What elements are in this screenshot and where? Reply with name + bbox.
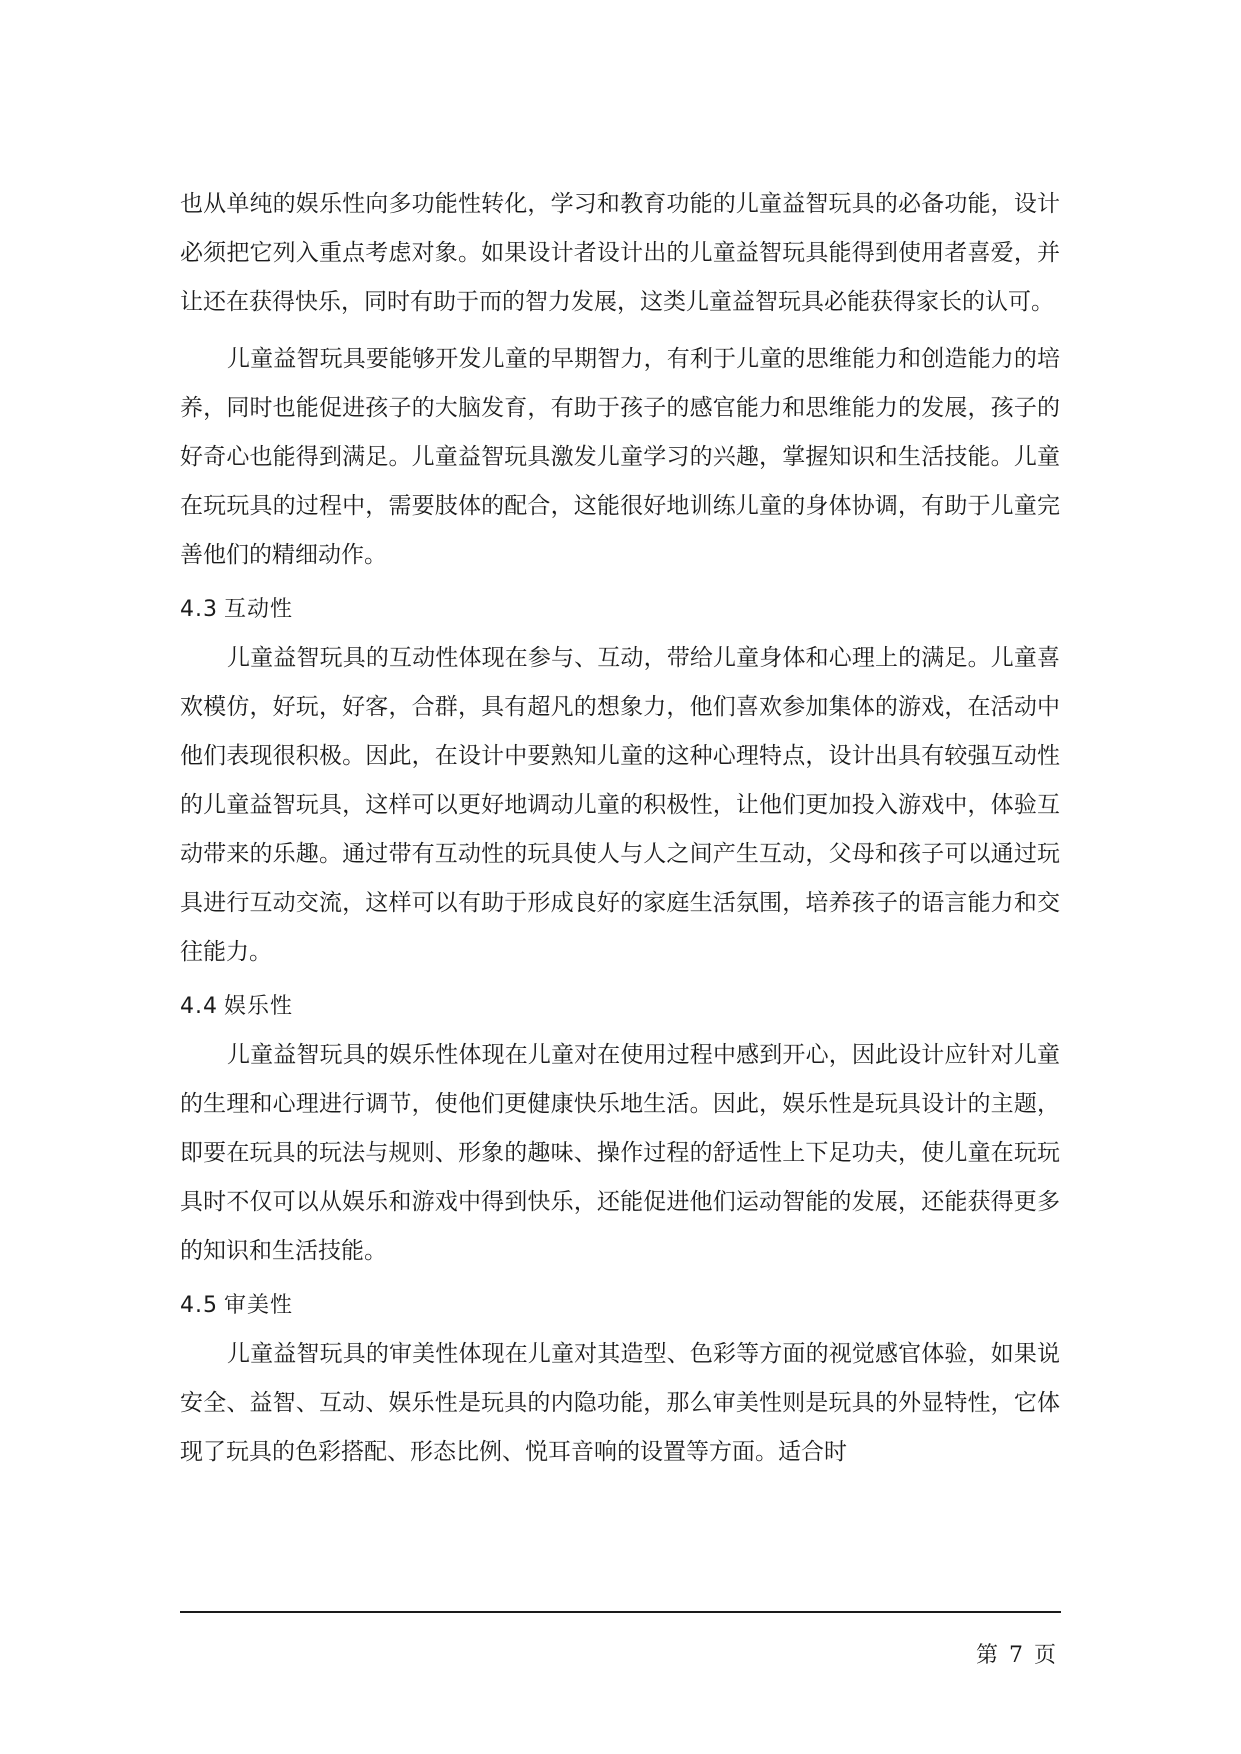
document-body	[180, 180, 1060, 1477]
section-number: 4.3	[180, 597, 218, 622]
section-heading	[180, 588, 1060, 632]
section-number: 4.4	[180, 994, 218, 1019]
body-paragraph: 儿童益智玩具的娱乐性体现在儿童对在使用过程中感到开心，因此设计应针对儿童的生理和心理进行调节，使他们更健康快乐地生活。因此，娱乐性是玩具设计的主题，即要在玩具的玩法与规则、形象的趣味、操作过程的舒适性上下足功夫，使儿童在玩玩具时不仅可以从娱乐和游戏中得到快乐，还能促进他们运动智能的发展，还能获得更多的知识和生活技能。	[180, 1042, 1060, 1264]
body-paragraph: 也从单纯的娱乐性向多功能性转化，学习和教育功能的儿童益智玩具的必备功能，设计必须把它列入重点考虑对象。如果设计者设计出的儿童益智玩具能得到使用者喜爱，并让还在获得快乐，同时有助于而的智力发展，这类儿童益智玩具必能获得家长的认可。	[180, 191, 1060, 315]
footer-divider	[180, 1611, 1061, 1613]
page-number: 第 7 页	[976, 1643, 1058, 1668]
section-number: 4.5	[180, 1293, 218, 1318]
section-title: 娱乐性	[224, 994, 294, 1019]
section-title: 互动性	[224, 597, 294, 622]
section-heading	[180, 985, 1060, 1029]
body-paragraph: 儿童益智玩具的审美性体现在儿童对其造型、色彩等方面的视觉感官体验，如果说安全、益智、互动、娱乐性是玩具的内隐功能，那么审美性则是玩具的外显特性，它体现了玩具的色彩搭配、形态比例、悦耳音响的设置等方面。适合时	[180, 1341, 1060, 1465]
section-title: 审美性	[224, 1293, 294, 1318]
section-heading	[180, 1284, 1060, 1328]
body-paragraph: 儿童益智玩具要能够开发儿童的早期智力，有利于儿童的思维能力和创造能力的培养，同时也能促进孩子的大脑发育，有助于孩子的感官能力和思维能力的发展，孩子的好奇心也能得到满足。儿童益智玩具激发儿童学习的兴趣，掌握知识和生活技能。儿童在玩玩具的过程中，需要肢体的配合，这能很好地训练儿童的身体协调，有助于儿童完善他们的精细动作。	[180, 346, 1060, 568]
body-paragraph: 儿童益智玩具的互动性体现在参与、互动，带给儿童身体和心理上的满足。儿童喜欢模仿，好玩，好客，合群，具有超凡的想象力，他们喜欢参加集体的游戏，在活动中他们表现很积极。因此，在设计中要熟知儿童的这种心理特点，设计出具有较强互动性的儿童益智玩具，这样可以更好地调动儿童的积极性，让他们更加投入游戏中，体验互动带来的乐趣。通过带有互动性的玩具使人与人之间产生互动，父母和孩子可以通过玩具进行互动交流，这样可以有助于形成良好的家庭生活氛围，培养孩子的语言能力和交往能力。	[180, 645, 1060, 965]
